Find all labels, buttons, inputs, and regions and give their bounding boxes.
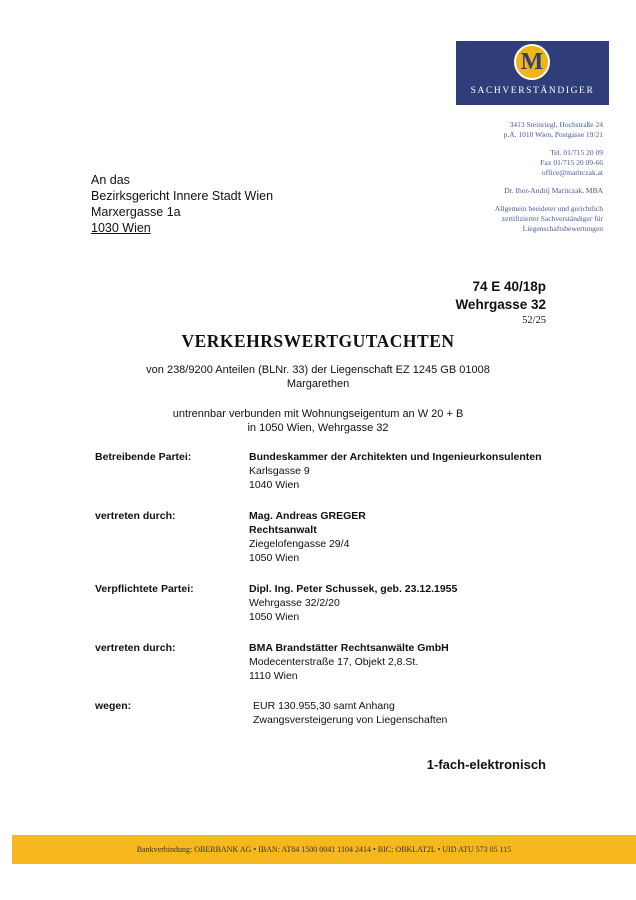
recipient-court: Bezirksgericht Innere Stadt Wien	[91, 189, 274, 203]
party-line: 1050 Wien	[249, 552, 300, 564]
recipient-city: 1030 Wien	[91, 221, 151, 235]
case-street: Wehrgasse 32	[455, 297, 546, 312]
sender-block	[495, 120, 603, 242]
party-label: Betreibende Partei:	[95, 451, 192, 463]
recipient-address	[91, 172, 273, 236]
description-line: untrennbar verbunden mit Wohnungseigentum an W 20 + B	[172, 408, 464, 420]
description-line: Margarethen	[286, 378, 350, 390]
party-line: BMA Brandstätter Rechtsanwälte GmbH	[249, 642, 449, 654]
party-line: Karlsgasse 9	[249, 465, 310, 477]
party-label: Verpflichtete Partei:	[95, 583, 194, 595]
company-logo	[456, 41, 609, 105]
sender-name: Dr. Ihor-Andrij Maritczak, MBA	[504, 186, 603, 195]
party-label: vertreten durch:	[95, 642, 176, 654]
sender-email: office@maritczak.at	[541, 168, 603, 177]
footer-text: Bankverbindung: OBERBANK AG • IBAN: AT84 1500 0041 1104 2414 • BIC: OBKLAT2L • UID ATU 573 05 115	[136, 845, 512, 854]
qualification-line: Allgemein beeideter und gerichtlich	[494, 204, 603, 213]
recipient-street: Marxergasse 1a	[91, 205, 181, 219]
sender-qualification	[495, 204, 603, 234]
sender-address	[495, 120, 603, 140]
party-line: Dipl. Ing. Peter Schussek, geb. 23.12.1955	[249, 583, 458, 595]
party-label: wegen:	[95, 700, 132, 712]
case-reference	[455, 278, 546, 328]
party-details	[249, 450, 542, 492]
qualification-line: zertifizierter Sachverständiger für	[501, 214, 603, 223]
recipient-line: An das	[91, 173, 130, 187]
party-line: EUR 130.955,30 samt Anhang	[253, 700, 395, 712]
party-line: Mag. Andreas GREGER	[249, 510, 366, 522]
party-line: Ziegelofengasse 29/4	[249, 538, 350, 550]
sender-phone: Tel. 01/715 20 09	[550, 148, 603, 157]
party-line: Wehrgasse 32/2/20	[249, 597, 340, 609]
logo-emblem: M	[514, 44, 550, 80]
party-details	[249, 582, 457, 624]
copies-note: 1-fach-elektronisch	[426, 757, 546, 772]
sender-address-line: 3413 Steinriegl, Hochstraße 24	[509, 120, 603, 129]
logo-text: SACHVERSTÄNDIGER	[470, 86, 595, 96]
sender-address-line: p.A. 1010 Wien, Postgasse 19/21	[503, 130, 603, 139]
party-details	[249, 509, 366, 565]
case-number: 74 E 40/18p	[472, 279, 546, 294]
sender-contact	[495, 148, 603, 178]
party-details	[249, 641, 449, 683]
footer-bank-details	[12, 835, 636, 864]
party-line: 1110 Wien	[249, 670, 298, 682]
party-line: Zwangsversteigerung von Liegenschaften	[253, 714, 448, 726]
qualification-line: Liegenschaftsbewertungen	[522, 224, 603, 233]
party-label: vertreten durch:	[95, 510, 176, 522]
description-line: in 1050 Wien, Wehrgasse 32	[247, 422, 389, 434]
description-line: von 238/9200 Anteilen (BLNr. 33) der Liegenschaft EZ 1245 GB 01008	[146, 364, 490, 376]
case-sub-number: 52/25	[522, 315, 546, 326]
party-line: Rechtsanwalt	[249, 524, 317, 536]
party-details	[253, 699, 447, 727]
party-line: Modecenterstraße 17, Objekt 2,8.St.	[249, 656, 419, 668]
document-title: VERKEHRSWERTGUTACHTEN	[181, 331, 455, 351]
party-line: Bundeskammer der Architekten und Ingenieurkonsulenten	[249, 451, 542, 463]
party-line: 1050 Wien	[249, 611, 300, 623]
sender-fax: Fax 01/715 20 09-66	[540, 158, 603, 167]
party-line: 1040 Wien	[249, 479, 300, 491]
